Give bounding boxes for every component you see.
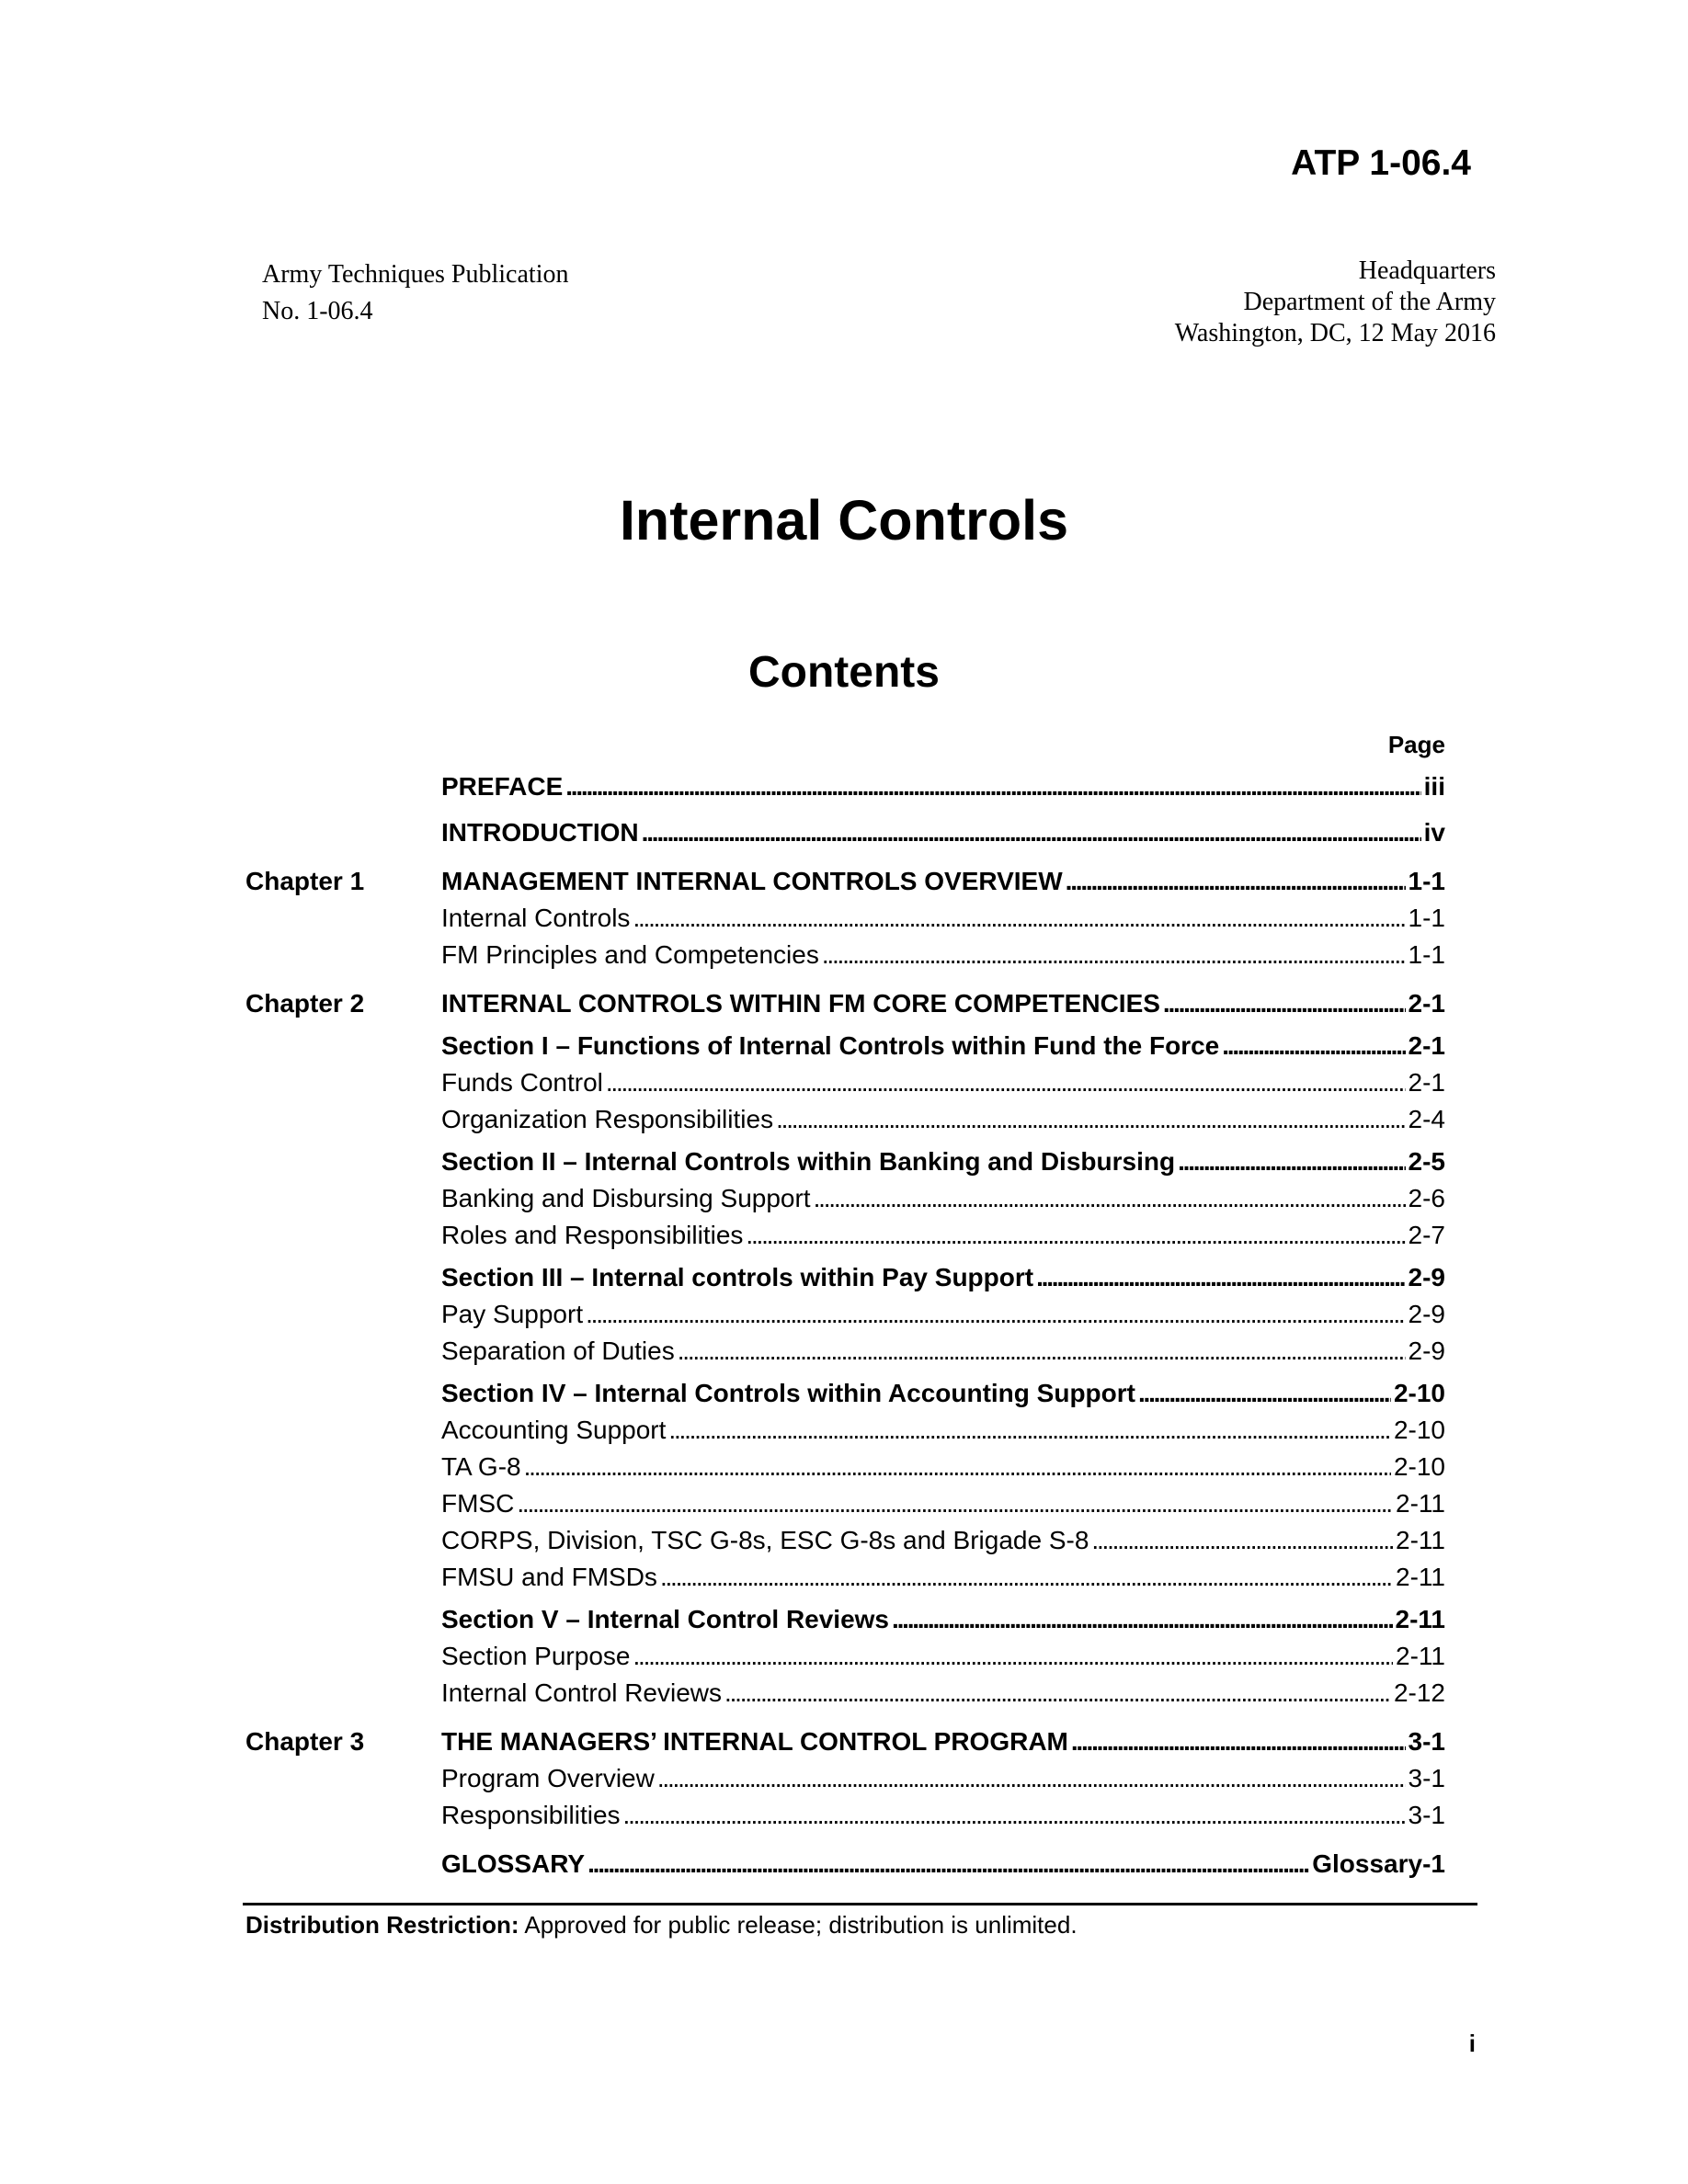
toc-entry[interactable] [441,1762,1445,1795]
toc-entry-label: Funds Control [441,1068,603,1097]
toc-entry-label: Section Purpose [441,1642,631,1670]
toc-entry-page: 2-10 [1393,1416,1445,1444]
dot-leader [586,1298,1405,1331]
toc-chapter-title[interactable] [441,1725,1445,1758]
footer-rule [243,1903,1477,1905]
toc-entry-page: 2-5 [1408,1147,1445,1176]
toc-entry-label: INTERNAL CONTROLS WITHIN FM CORE COMPETENCIES [441,989,1160,1018]
toc-entry-label: MANAGEMENT INTERNAL CONTROLS OVERVIEW [441,867,1063,895]
dot-leader [1163,987,1406,1020]
toc-section-title[interactable] [441,1377,1445,1410]
toc-entry-page: Glossary-1 [1312,1849,1445,1878]
dot-leader [814,1182,1406,1215]
toc-entry-label: Section II – Internal Controls within Banking and Disbursing [441,1147,1176,1176]
dot-leader [678,1335,1406,1368]
toc-entry-page: 2-12 [1393,1678,1445,1707]
toc-entry-page: 2-1 [1408,989,1445,1018]
toc-entry[interactable] [441,1182,1445,1215]
chapter-label: Chapter 3 [245,1727,365,1756]
toc-entry-label: Section V – Internal Control Reviews [441,1605,890,1633]
dot-leader [746,1219,1405,1252]
toc-entry[interactable] [441,1561,1445,1594]
chapter-label: Chapter 1 [245,867,365,895]
toc-entry[interactable] [441,1219,1445,1252]
toc-entry-introduction[interactable] [441,816,1445,849]
toc-entry-label: Accounting Support [441,1416,667,1444]
dot-leader [668,1414,1391,1447]
toc-entry-page: 2-11 [1396,1489,1445,1518]
issuer-block [1011,256,1496,349]
toc-entry[interactable] [441,1414,1445,1447]
dot-leader [1036,1261,1405,1294]
toc-entry-page: 2-1 [1408,1031,1445,1060]
toc-entry[interactable] [441,1103,1445,1136]
toc-entry-page: 3-1 [1408,1764,1445,1792]
toc-entry-page: 2-11 [1395,1605,1445,1633]
issuer-line: Washington, DC, 12 May 2016 [1174,319,1496,347]
dot-leader [892,1603,1392,1636]
distribution-restriction [245,1908,1078,1941]
page-number: i [1468,2030,1476,2057]
toc-section-title[interactable] [441,1145,1445,1178]
toc-entry-page: 1-1 [1408,867,1445,895]
dot-leader [524,1450,1391,1484]
toc-entry-page: 3-1 [1408,1801,1445,1829]
toc-entry-page: 2-4 [1408,1105,1445,1133]
toc-entry-page: 2-9 [1408,1263,1445,1291]
dot-leader [1178,1145,1405,1178]
toc-entry-label: FMSC [441,1489,515,1518]
dot-leader [565,770,1420,803]
toc-section-title[interactable] [441,1261,1445,1294]
toc-entry-label: Section I – Functions of Internal Controls within Fund the Force [441,1031,1220,1060]
toc-entry-label: Responsibilities [441,1801,621,1829]
toc-entry-page: iii [1423,772,1445,801]
toc-entry[interactable] [441,1066,1445,1099]
toc-entry-page: 2-10 [1393,1452,1445,1481]
toc-entry[interactable] [441,1298,1445,1331]
toc-section-title[interactable] [441,1603,1445,1636]
toc-entry-page: 2-11 [1396,1642,1445,1670]
dot-leader [587,1848,1309,1881]
publication-type: Army Techniques Publication [262,260,569,289]
dot-leader [633,1640,1393,1673]
toc-chapter-title[interactable] [441,865,1445,898]
toc-entry-label: Pay Support [441,1300,584,1328]
toc-entry-label: Internal Controls [441,904,631,932]
document-id: ATP 1-06.4 [1291,143,1471,183]
toc-entry-page: 2-10 [1393,1379,1445,1407]
toc-entry-label: Section III – Internal controls within Pay Support [441,1263,1034,1291]
toc-entry[interactable] [441,1799,1445,1832]
toc-chapter-title[interactable] [441,987,1445,1020]
dot-leader [660,1561,1393,1594]
publication-block [262,259,568,327]
dot-leader [517,1487,1393,1520]
toc-entry-page: 1-1 [1408,904,1445,932]
dot-leader [1071,1725,1406,1758]
publication-number: No. 1-06.4 [262,297,373,325]
dot-leader [1066,865,1406,898]
toc-entry-label: Separation of Duties [441,1337,675,1365]
dot-leader [724,1677,1391,1710]
dot-leader [606,1066,1406,1099]
issuer-line: Headquarters [1358,256,1496,285]
toc-entry-page: 1-1 [1408,940,1445,969]
distribution-text: Approved for public release; distribution is unlimited. [519,1911,1078,1939]
toc-entry[interactable] [441,1640,1445,1673]
toc-entry-page: 2-11 [1396,1526,1445,1554]
toc-entry-label: Internal Control Reviews [441,1678,723,1707]
dot-leader [623,1799,1406,1832]
toc-entry-label: Organization Responsibilities [441,1105,774,1133]
dot-leader [776,1103,1405,1136]
toc-entry-label: Program Overview [441,1764,655,1792]
toc-entry-label: THE MANAGERS’ INTERNAL CONTROL PROGRAM [441,1727,1068,1756]
toc-entry-label: GLOSSARY [441,1849,586,1878]
toc-entry-label: Section IV – Internal Controls within Accounting Support [441,1379,1135,1407]
toc-entry-label: CORPS, Division, TSC G-8s, ESC G-8s and Brigade S-8 [441,1526,1089,1554]
dot-leader [657,1762,1406,1795]
toc-section-title[interactable] [441,1029,1445,1063]
toc-entry[interactable] [441,1677,1445,1710]
toc-entry[interactable] [441,1524,1445,1557]
toc-entry[interactable] [441,902,1445,935]
toc-entry-glossary[interactable] [441,1848,1445,1881]
toc-entry[interactable] [441,1450,1445,1484]
toc-entry-preface[interactable] [441,770,1445,803]
toc-entry-page: 2-9 [1408,1337,1445,1365]
toc-entry-label: INTRODUCTION [441,818,639,847]
issuer-line: Department of the Army [1243,288,1496,316]
dot-leader [1222,1029,1405,1063]
toc-entry-label: Roles and Responsibilities [441,1221,744,1249]
toc-entry-label: FMSU and FMSDs [441,1563,657,1591]
toc-entry-page: 2-6 [1408,1184,1445,1212]
dot-leader [1091,1524,1393,1557]
toc-entry-page: 2-7 [1408,1221,1445,1249]
toc-entry-label: Banking and Disbursing Support [441,1184,811,1212]
dot-leader [633,902,1405,935]
toc-entry-label: PREFACE [441,772,564,801]
dot-leader [642,816,1421,849]
page-title: Internal Controls [619,489,1069,552]
dot-leader [1138,1377,1391,1410]
toc-entry-label: TA G-8 [441,1452,521,1481]
toc-entry-label: FM Principles and Competencies [441,940,819,969]
dot-leader [822,938,1406,972]
toc-entry-page: 2-11 [1396,1563,1445,1591]
toc-entry-page: 2-1 [1408,1068,1445,1097]
toc-entry[interactable] [441,1335,1445,1368]
contents-heading: Contents [748,648,940,697]
distribution-label: Distribution Restriction: [245,1911,519,1939]
toc-entry[interactable] [441,938,1445,972]
toc-entry[interactable] [441,1487,1445,1520]
page-column-label: Page [1387,731,1445,758]
toc-entry-page: 3-1 [1408,1727,1445,1756]
toc-entry-page: iv [1423,818,1445,847]
toc-entry-page: 2-9 [1408,1300,1445,1328]
chapter-label: Chapter 2 [245,989,365,1018]
